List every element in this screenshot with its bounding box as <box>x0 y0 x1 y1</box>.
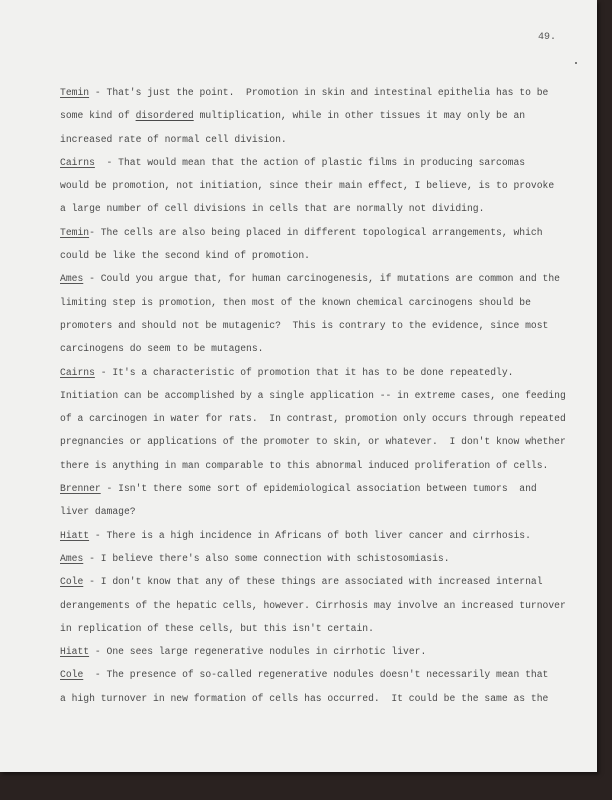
line-text: - I don't know that any of these things are associated with increased internal <box>83 576 543 588</box>
line-text: Initiation can be accomplished by a single application -- in extreme cases, one feeding <box>60 389 566 401</box>
text-line <box>60 104 566 127</box>
speaker-name: Hiatt <box>60 646 90 658</box>
line-text: limiting step is promotion, then most of the known chemical carcinogens should be <box>60 296 531 308</box>
speaker-paragraph <box>60 81 566 151</box>
speaker-paragraph <box>60 547 566 570</box>
line-text: - Could you argue that, for human carcinogenesis, if mutations are common and the <box>83 273 560 285</box>
line-text: derangements of the hepatic cells, however. Cirrhosis may involve an increased turnover <box>60 599 566 611</box>
line-text: - It's a characteristic of promotion that it has to be done repeatedly. <box>94 366 514 378</box>
line-text: liver damage? <box>60 506 136 518</box>
line-text: a high turnover in new formation of cells has occurred. It could be the same as the <box>60 692 549 704</box>
line-text: could be like the second kind of promotion. <box>60 250 310 262</box>
text-line <box>60 291 566 314</box>
line-text: - There is a high incidence in Africans of both liver cancer and cirrhosis. <box>89 529 531 541</box>
speaker-paragraph <box>60 361 566 477</box>
text-line <box>60 197 566 220</box>
text-line <box>60 454 566 477</box>
line-text: there is anything in man comparable to this abnormal induced proliferation of cells. <box>60 459 549 471</box>
line-text: pregnancies or applications of the promoter to skin, or whatever. I don't know whether <box>60 436 566 448</box>
speaker-paragraph <box>60 267 566 360</box>
speaker-paragraph <box>60 477 566 524</box>
speaker-name: Cairns <box>60 366 95 378</box>
text-line <box>60 477 566 500</box>
speaker-paragraph <box>60 640 566 663</box>
line-text: - That's just the point. Promotion in skin and intestinal epithelia has to be <box>89 87 549 98</box>
line-text: - That would mean that the action of plastic films in producing sarcomas <box>94 156 526 168</box>
text-line <box>60 384 566 407</box>
line-text: in replication of these cells, but this isn't certain. <box>60 622 374 634</box>
text-line <box>60 221 566 244</box>
line-text: some kind of <box>60 110 136 122</box>
text-line <box>60 663 566 686</box>
line-text: multiplication, while in other tissues it may only be an <box>193 110 526 122</box>
line-text: a large number of cell divisions in cells that are normally not dividing. <box>60 203 485 215</box>
text-line <box>60 524 566 547</box>
text-line <box>60 174 566 197</box>
transcript-body <box>60 81 566 710</box>
text-line <box>60 151 566 174</box>
speaker-name: Cairns <box>60 156 95 168</box>
speaker-name: Ames <box>60 552 84 564</box>
text-line <box>60 128 566 151</box>
text-line <box>60 500 566 523</box>
speaker-paragraph <box>60 151 566 221</box>
text-line <box>60 570 566 593</box>
line-text: - I believe there's also some connection with schistosomiasis. <box>83 552 450 564</box>
text-line <box>60 687 566 710</box>
speaker-name: Cole <box>60 669 84 681</box>
text-line <box>60 81 566 104</box>
line-text: increased rate of normal cell division. <box>60 133 287 145</box>
text-line <box>60 361 566 384</box>
text-line <box>60 640 566 663</box>
ink-dot <box>575 62 577 64</box>
speaker-name: Brenner <box>60 483 101 495</box>
text-line <box>60 267 566 290</box>
speaker-name: Ames <box>60 273 84 285</box>
text-line <box>60 314 566 337</box>
text-line <box>60 617 566 640</box>
line-text: - The presence of so-called regenerative nodules doesn't necessarily mean that <box>83 669 549 681</box>
text-line <box>60 594 566 617</box>
speaker-name: Temin <box>60 87 90 98</box>
line-text: - Isn't there some sort of epidemiological association between tumors and <box>100 483 537 495</box>
page-number: 49. <box>538 32 557 43</box>
text-line <box>60 547 566 570</box>
speaker-paragraph <box>60 570 566 640</box>
text-line <box>60 244 566 267</box>
text-line <box>60 430 566 453</box>
speaker-paragraph <box>60 524 566 547</box>
speaker-paragraph <box>60 663 566 710</box>
line-text: would be promotion, not initiation, since their main effect, I believe, is to provoke <box>60 180 555 192</box>
line-text: promoters and should not be mutagenic? This is contrary to the evidence, since most <box>60 319 549 331</box>
speaker-name: Hiatt <box>60 529 90 541</box>
speaker-name: Temin <box>60 226 90 238</box>
line-text: - The cells are also being placed in different topological arrangements, which <box>89 226 543 238</box>
line-text: carcinogens do seem to be mutagens. <box>60 343 264 355</box>
text-line <box>60 407 566 430</box>
line-text: of a carcinogen in water for rats. In contrast, promotion only occurs through repeated <box>60 413 566 425</box>
speaker-name: Cole <box>60 576 84 588</box>
speaker-paragraph <box>60 221 566 268</box>
text-line <box>60 337 566 360</box>
underlined-text: disordered <box>135 110 194 122</box>
line-text: - One sees large regenerative nodules in cirrhotic liver. <box>89 646 427 658</box>
